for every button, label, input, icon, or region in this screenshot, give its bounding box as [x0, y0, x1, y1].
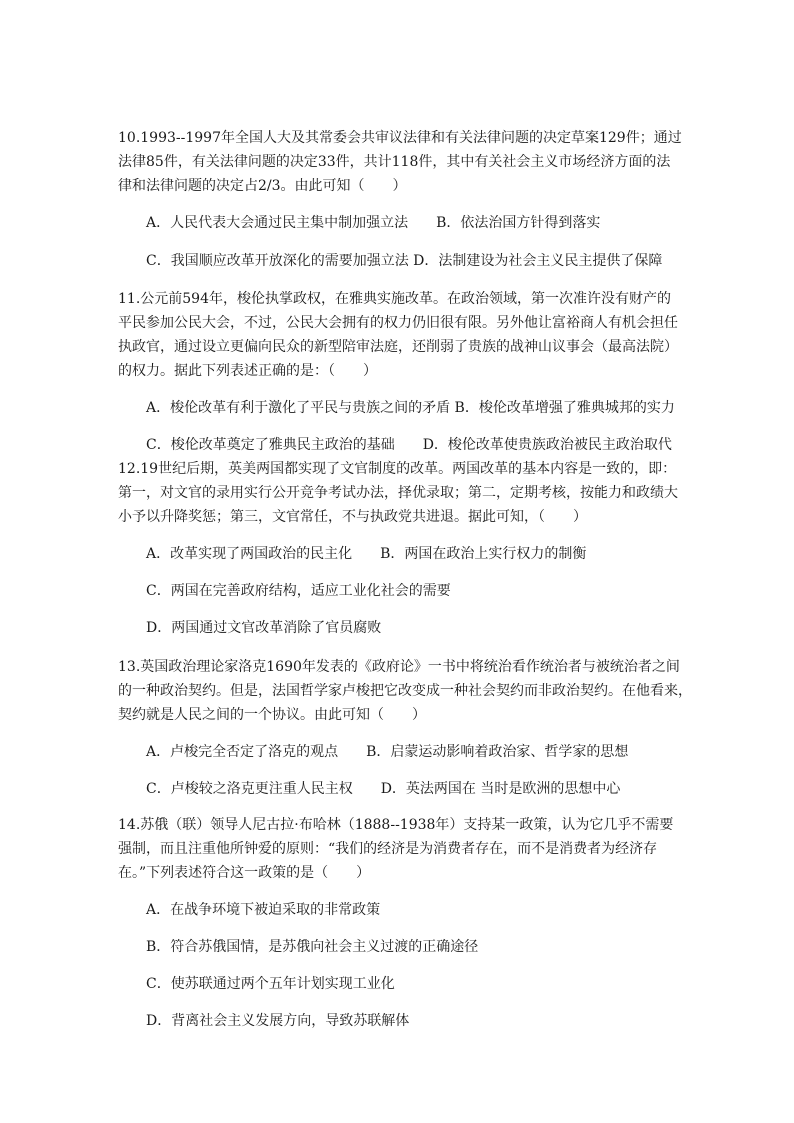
q11-stem-line-2: 平民参加公民大会，不过，公民大会拥有的权力仍旧很有限。另外他让富裕商人有机会担任 [118, 315, 678, 331]
q13-stem-line-3: 契约就是人民之间的一个协议。由此可知（ ） [118, 707, 426, 723]
q10-stem-line-1: 10.1993--1997年全国人大及其常委会共审议法律和有关法律问题的决定草案129件；通过 [118, 130, 682, 146]
q14-option-c: C．使苏联通过两个五年计划实现工业化 [146, 976, 395, 992]
q13-options-ab: A．卢梭完全否定了洛克的观点 B．启蒙运动影响着政治家、哲学家的思想 [146, 744, 629, 760]
q11-options-ab: A．梭伦改革有利于激化了平民与贵族之间的矛盾 B．梭伦改革增强了雅典城邦的实力 [146, 400, 675, 416]
q14-option-b: B．符合苏俄国情，是苏俄向社会主义过渡的正确途径 [146, 939, 479, 955]
q10-stem-line-2: 法律85件，有关法律问题的决定33件，共计118件，其中有关社会主义市场经济方面的法 [118, 154, 671, 170]
q14-stem-line-2: 强制，而且注重他所钟爱的原则：“我们的经济是为消费者存在，而不是消费者为经济存 [118, 841, 658, 857]
q14-option-a: A．在战争环境下被迫采取的非常政策 [146, 902, 381, 918]
q10-options-ab: A．人民代表大会通过民主集中制加强立法 B．依法治国方针得到落实 [146, 215, 601, 231]
q13-stem-line-1: 13.英国政治理论家洛克1690年发表的《政府论》一书中将统治看作统治者与被统治者之间 [118, 659, 680, 675]
q12-stem-line-1: 12.19世纪后期，英美两国都实现了文官制度的改革。两国改革的基本内容是一致的，即： [118, 461, 677, 477]
q14-stem-line-1: 14.苏俄（联）领导人尼古拉·布哈林（1888--1938年）支持某一政策，认为它几乎不需要 [118, 817, 674, 833]
q11-options-cd: C．梭伦改革奠定了雅典民主政治的基础 D．梭伦改革使贵族政治被民主政治取代 [146, 437, 672, 453]
q12-stem-line-3: 小予以升降奖惩；第三，文官常任，不与执政党共进退。据此可知，（ ） [118, 509, 587, 525]
q11-stem-line-4: 的权力。据此下列表述正确的是：（ ） [118, 363, 377, 379]
q11-stem-line-3: 执政官，通过设立更偏向民众的新型陪审法庭，还削弱了贵族的战神山议事会（最高法院） [118, 339, 678, 355]
q14-option-d: D．背离社会主义发展方向，导致苏联解体 [146, 1013, 410, 1029]
q12-option-c: C．两国在完善政府结构，适应工业化社会的需要 [146, 583, 451, 599]
q13-options-cd: C．卢梭较之洛克更注重人民主权 D．英法两国在 当时是欧洲的思想中心 [146, 781, 621, 797]
q12-stem-line-2: 第一，对文官的录用实行公开竞争考试办法，择优录取；第二，定期考核，按能力和政绩大 [118, 485, 678, 501]
q10-options-cd: C．我国顺应改革开放深化的需要加强立法 D．法制建设为社会主义民主提供了保障 [146, 253, 663, 269]
q12-options-ab: A．改革实现了两国政治的民主化 B．两国在政治上实行权力的制衡 [146, 546, 587, 562]
q13-stem-line-2: 的一种政治契约。但是，法国哲学家卢梭把它改变成一种社会契约而非政治契约。在他看来， [118, 683, 692, 699]
q14-stem-line-3: 在。”下列表述符合这一政策的是（ ） [118, 865, 371, 881]
q10-stem-line-3: 律和法律问题的决定占2/3。由此可知（ ） [118, 178, 407, 194]
q11-stem-line-1: 11.公元前594年，梭伦执掌政权，在雅典实施改革。在政治领域，第一次准许没有财产的 [118, 291, 671, 307]
q12-option-d: D．两国通过文官改革消除了官员腐败 [146, 620, 382, 636]
